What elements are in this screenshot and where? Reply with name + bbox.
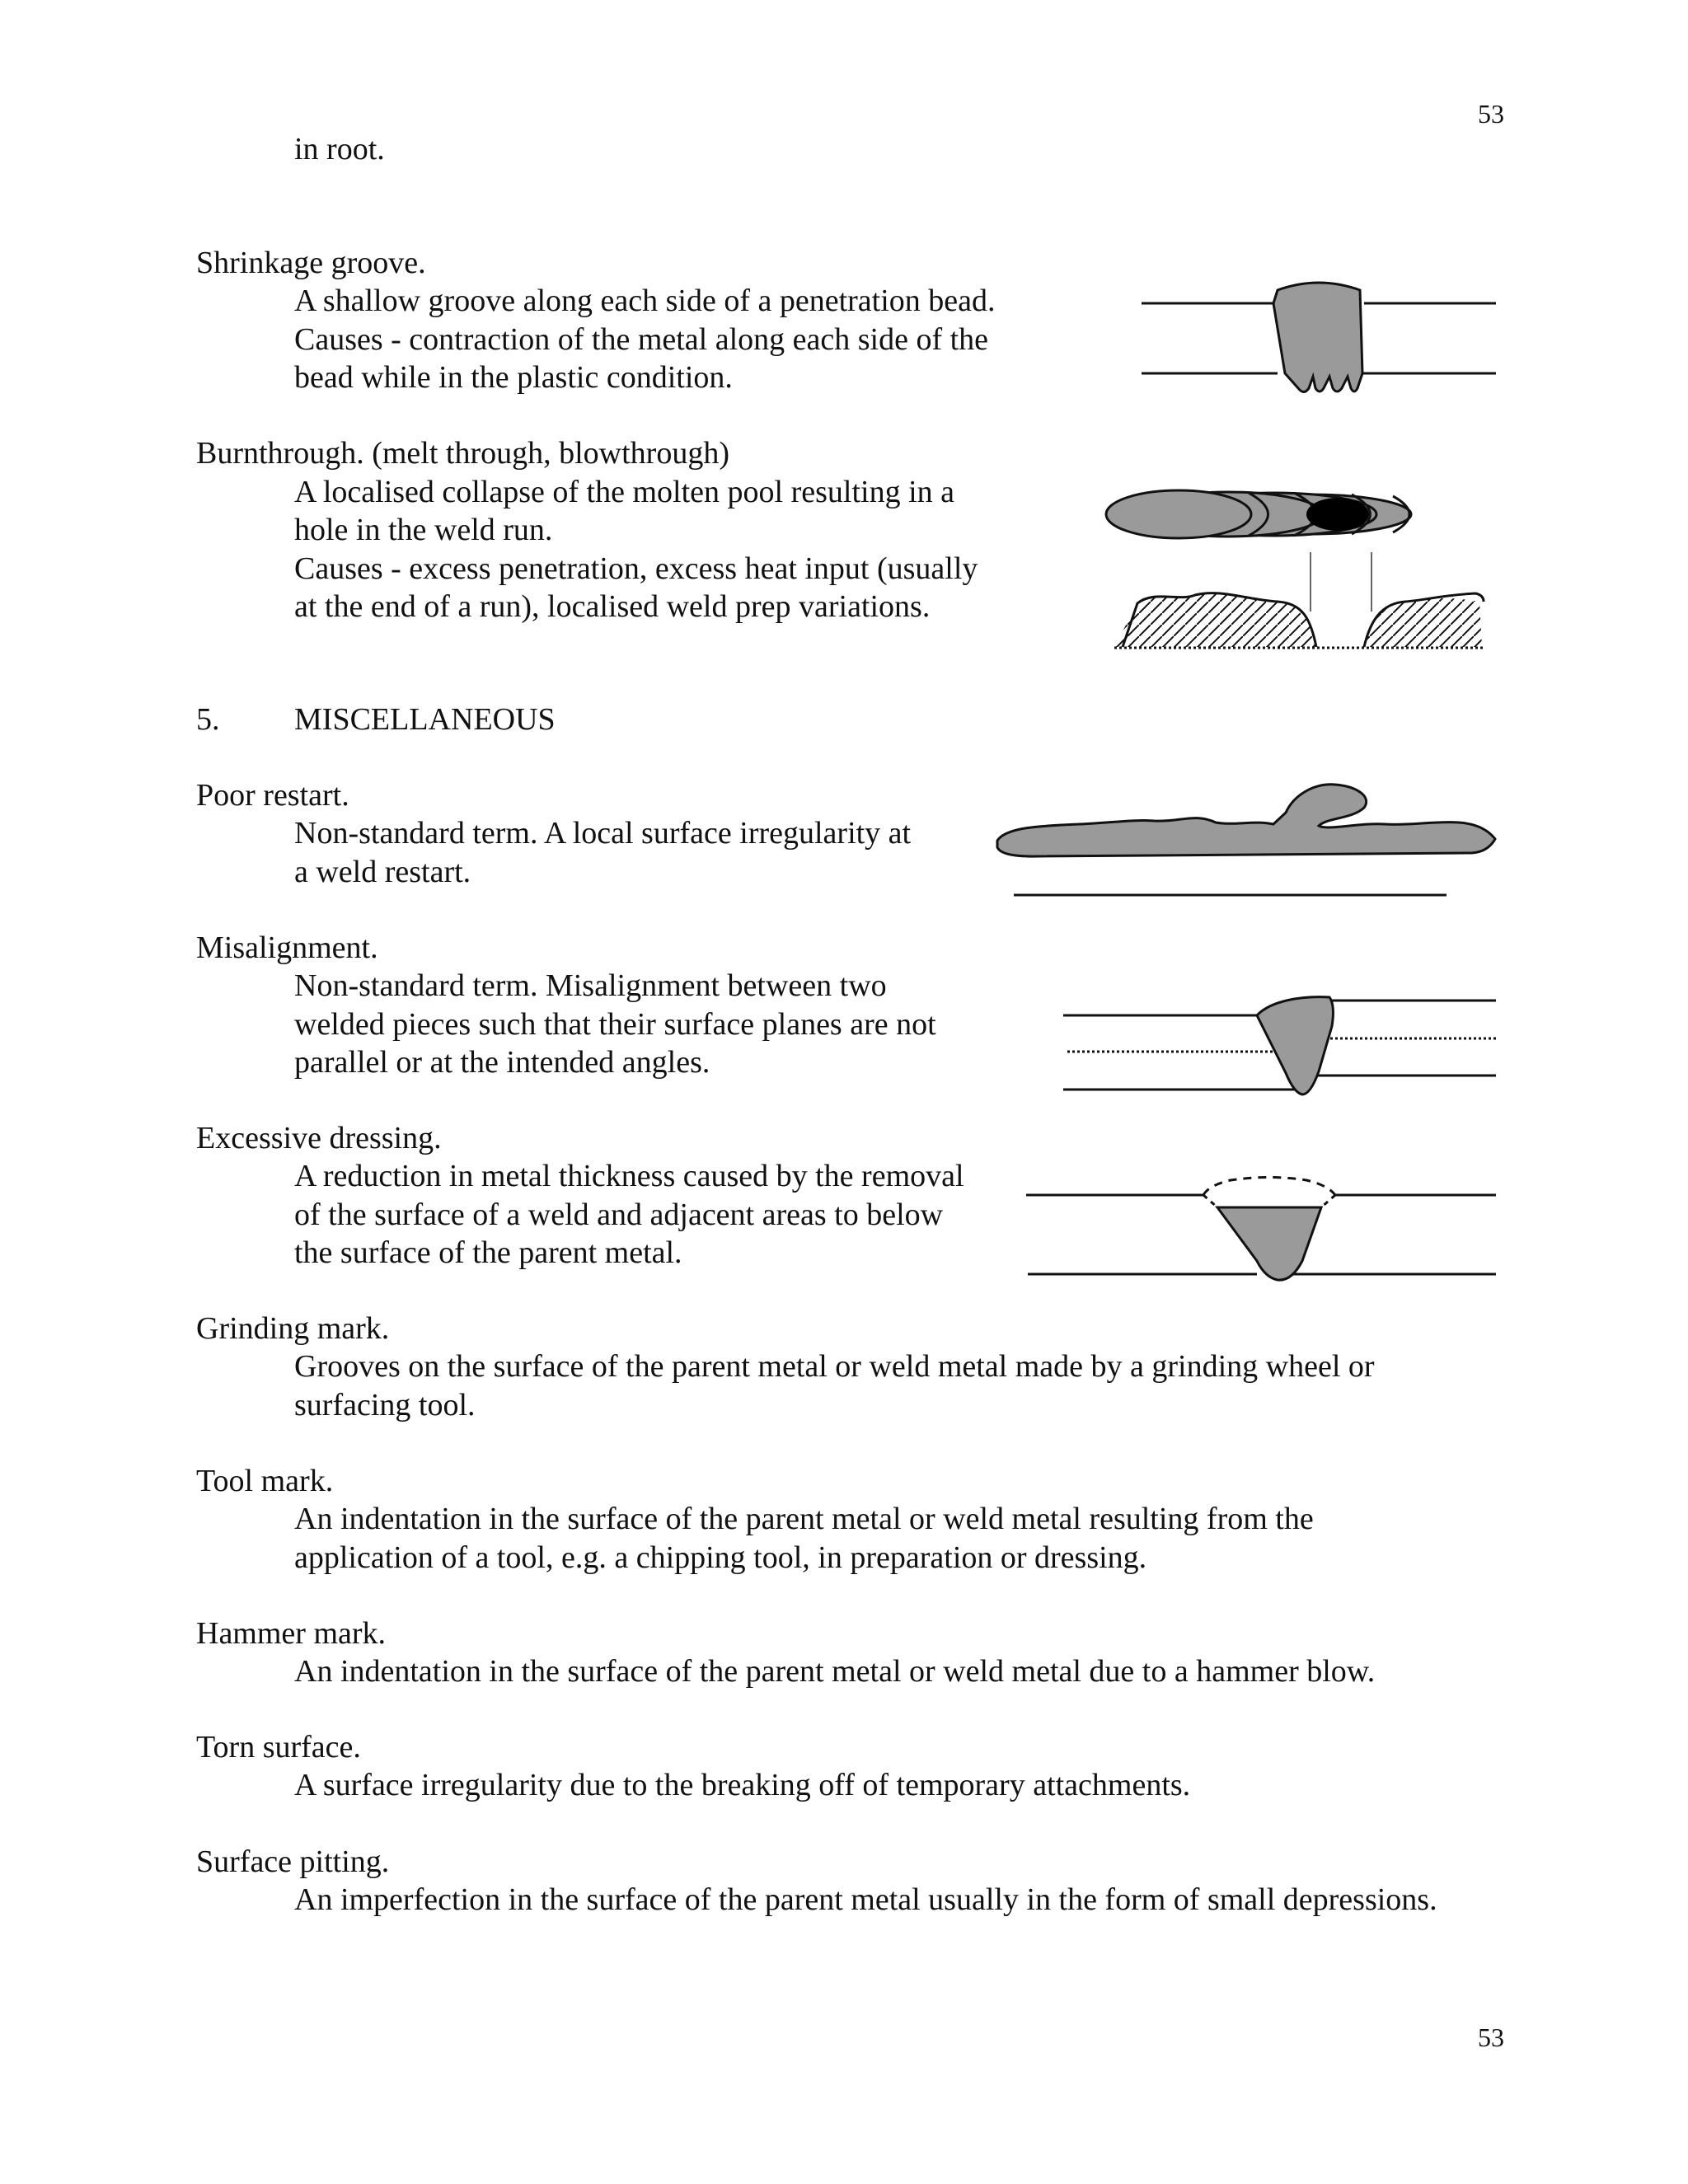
dressed-weld	[1217, 1207, 1321, 1280]
excessive-dressing-line: A reduction in metal thickness caused by the removal	[294, 1159, 964, 1193]
excessive-dressing-title: Excessive dressing.	[196, 1121, 442, 1155]
burnthrough-title: Burnthrough. (melt through, blowthrough)	[196, 436, 729, 471]
grinding-mark-line: surfacing tool.	[294, 1388, 476, 1422]
intro-continuation: in root.	[294, 132, 385, 166]
misaligned-weld	[1257, 997, 1333, 1094]
surface-pitting-line: An imperfection in the surface of the parent metal usually in the form of small depressions.	[294, 1882, 1437, 1917]
shrinkage-groove-line: A shallow groove along each side of a penetration bead.	[294, 284, 996, 318]
burnthrough-line: at the end of a run), localised weld prep variations.	[294, 589, 931, 624]
tool-mark-title: Tool mark.	[196, 1464, 334, 1498]
tool-mark-line: An indentation in the surface of the parent metal or weld metal resulting from the	[294, 1502, 1314, 1536]
torn-surface-title: Torn surface.	[196, 1730, 361, 1765]
page-number-bottom: 53	[1478, 2022, 1504, 2052]
excessive-dressing-line: of the surface of a weld and adjacent areas to below	[294, 1197, 944, 1232]
misalignment-line: Non-standard term. Misalignment between two	[294, 968, 887, 1003]
burnthrough-diagram	[1104, 486, 1492, 659]
misalignment-line: welded pieces such that their surface planes are not	[294, 1007, 936, 1042]
excessive-dressing-line: the surface of the parent metal.	[294, 1235, 682, 1270]
section-number: 5.	[196, 702, 220, 737]
shrinkage-groove-line: Causes - contraction of the metal along each side of the	[294, 322, 989, 357]
hammer-mark-title: Hammer mark.	[196, 1616, 387, 1651]
poor-restart-line: a weld restart.	[294, 855, 471, 889]
misalignment-title: Misalignment.	[196, 930, 378, 965]
section-title: MISCELLANEOUS	[294, 702, 556, 737]
burnthrough-line: A localised collapse of the molten pool resulting in a	[294, 475, 954, 509]
poor-restart-diagram	[989, 775, 1500, 902]
burnthrough-hole	[1306, 498, 1369, 531]
poor-restart-title: Poor restart.	[196, 778, 349, 813]
grinding-mark-title: Grinding mark.	[196, 1311, 390, 1346]
surface-pitting-title: Surface pitting.	[196, 1844, 390, 1879]
hammer-mark-line: An indentation in the surface of the parent metal or weld metal due to a hammer blow.	[294, 1654, 1376, 1689]
tool-mark-line: application of a tool, e.g. a chipping tool, in preparation or dressing.	[294, 1540, 1147, 1575]
excessive-dressing-diagram	[1026, 1170, 1504, 1294]
shrinkage-groove-diagram	[1142, 279, 1504, 402]
shrinkage-groove-line: bead while in the plastic condition.	[294, 360, 733, 395]
misalignment-diagram	[1063, 989, 1500, 1104]
torn-surface-line: A surface irregularity due to the breaking off of temporary attachments.	[294, 1768, 1191, 1802]
burnthrough-line: Causes - excess penetration, excess heat input (usually	[294, 551, 978, 586]
page-number-top: 53	[1478, 99, 1504, 129]
poor-restart-line: Non-standard term. A local surface irregularity at	[294, 816, 912, 851]
shrinkage-groove-title: Shrinkage groove.	[196, 246, 426, 280]
misalignment-line: parallel or at the intended angles.	[294, 1045, 710, 1080]
grinding-mark-line: Grooves on the surface of the parent metal or weld metal made by a grinding wheel or	[294, 1349, 1375, 1384]
penetration-bead	[1273, 283, 1362, 392]
burnthrough-line: hole in the weld run.	[294, 513, 553, 547]
restart-weld-bead	[997, 785, 1495, 856]
